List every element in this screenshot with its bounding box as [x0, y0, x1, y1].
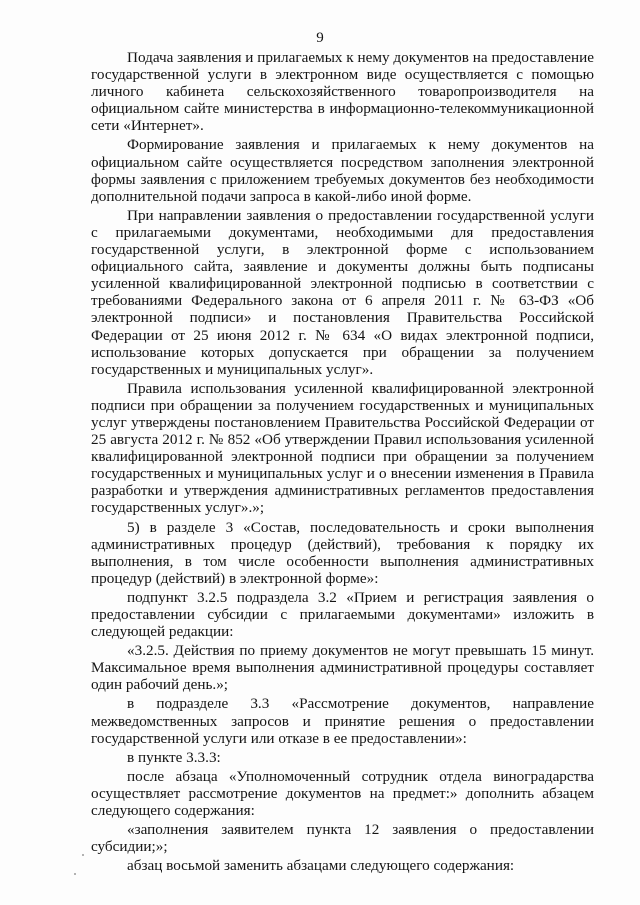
document-body [91, 49, 594, 874]
page-number: 9 [316, 30, 324, 46]
paragraph-signature-rules: Правила использования усиленной квалифицированной электронной подписи при обращении за получением государственных и муниципальных услуг утверждены постановлением Правительства Российской Федерации от 25 августа 2012 г. № 852 «Об утверждении Правил использования усиленной квалифицированной электронной подписи при обращении за получением государственных и муниципальных услуг и о внесении изменения в Правила разработки и утверждения административных регламентов предоставления государственных услуг».»; [91, 379, 594, 517]
paragraph-zapolneniya: «заполнения заявителем пункта 12 заявления о предоставлении субсидии;»; [91, 821, 594, 856]
paragraph-abzats-8: абзац восьмой заменить абзацами следующего содержания: [127, 857, 515, 875]
paragraph-electronic-form: Формирование заявления и прилагаемых к нему документов на официальном сайте осуществляется посредством заполнения электронной формы заявления с приложением требуемых документов без необходимости дополнительной подачи запроса в какой-либо иной форме. [91, 136, 594, 205]
paragraph-3-2-5-text: «3.2.5. Действия по приему документов не могут превышать 15 минут. Максимальное время выполнения административной процедуры составляет один рабочий день.»; [91, 642, 594, 694]
scan-speck [74, 873, 76, 875]
paragraph-clause-3-3-3: в пункте 3.3.3: [127, 748, 221, 766]
paragraph-after-abzats: после абзаца «Уполномоченный сотрудник отдела виноградарства осуществляет рассмотрение документов на предмет:» дополнить абзацем следующего содержания: [91, 767, 594, 820]
paragraph-electronic-signature: При направлении заявления о предоставлении государственной услуги с прилагаемыми документами, необходимыми для предоставления государственной услуги, в электронной форме с использованием официального сайта, заявление и документы должны быть подписаны усиленной квалифицированной электронной подписью в соответствии с требованиями Федерального закона от 6 апреля 2011 г. № 63-ФЗ «Об электронной подписи» и постановления Правительства Российской Федерации от 25 июня 2012 г. № 634 «О видах электронной подписи, использование которых допускается при обращении за получением государственных и муниципальных услуг». [91, 206, 594, 378]
scan-speck [82, 854, 84, 856]
paragraph-subsection-3-3: в подразделе 3.3 «Рассмотрение документов, направление межведомственных запросов и принятие решения о предоставлении государственной услуги или отказе в ее предоставлении»: [91, 695, 594, 747]
paragraph-electronic-submission: Подача заявления и прилагаемых к нему документов на предоставление государственной услуги в электронном виде осуществляется с помощью личного кабинета сельскохозяйственного товаропроизводителя на официальном сайте министерства в информационно-телекоммуникационной сети «Интернет». [91, 49, 594, 135]
paragraph-subclause-3-2-5: подпункт 3.2.5 подраздела 3.2 «Прием и регистрация заявления о предоставлении субсидии с прилагаемыми документами» изложить в следующей редакции: [91, 588, 594, 641]
paragraph-section-3: 5) в разделе 3 «Состав, последовательность и сроки выполнения административных процедур (действий), требования к порядку их выполнения, в том числе особенности выполнения административных процедур (действий) в электронной форме»: [91, 518, 594, 587]
